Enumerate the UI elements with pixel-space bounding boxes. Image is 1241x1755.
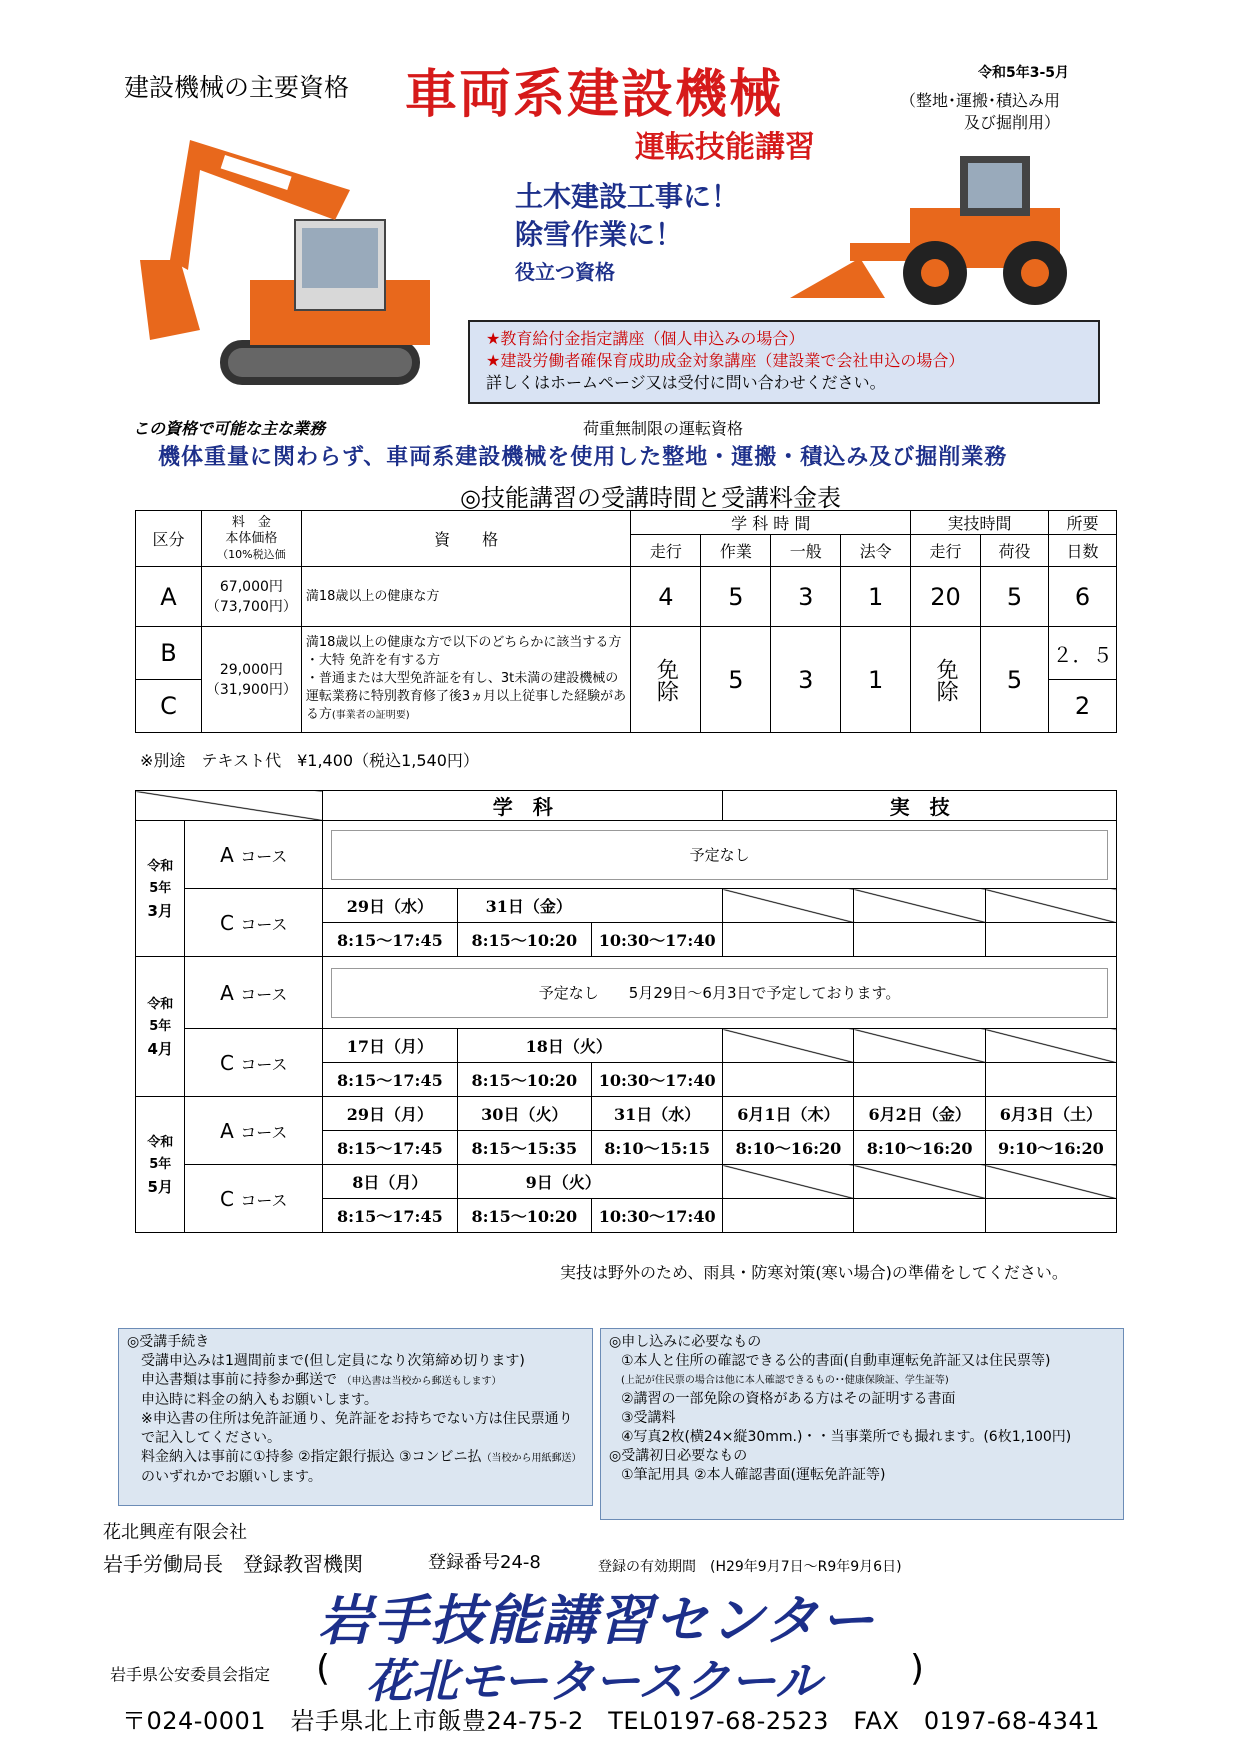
scope xyxy=(880,90,1060,134)
price-a-tax: （73,700円） xyxy=(205,598,297,615)
slogan-line-2: 除雪作業に！ xyxy=(515,218,684,251)
hours: 20 xyxy=(911,567,981,627)
header-days-2: 日数 xyxy=(1048,535,1116,567)
date: 18日（火） xyxy=(457,1029,723,1063)
date: 9日（火） xyxy=(457,1165,723,1199)
date: 31日（水） xyxy=(592,1097,723,1131)
jobs-heading: この資格で可能な主な業務 xyxy=(133,419,326,438)
header-practice: 実 技 xyxy=(723,791,1117,821)
date: 8日（月） xyxy=(323,1165,457,1199)
exempt: 免除 xyxy=(631,627,701,733)
date: 30日（火） xyxy=(457,1097,591,1131)
procedure-line: 受講申込みは1週間前まで(但し定員になり次第締め切ります) xyxy=(141,1353,525,1369)
header-fee-2: 本体価格 xyxy=(225,530,278,546)
registry-number: 登録番号24-8 xyxy=(428,1552,541,1573)
course-a: A コース xyxy=(185,1097,323,1165)
address: 〒024-0001 岩手県北上市飯豊24-75-2 TEL0197-68-2523 FAX 0197-68-4341 xyxy=(122,1707,1100,1735)
empty-slot xyxy=(854,1029,985,1063)
header-fee xyxy=(201,511,301,567)
course-c: C コース xyxy=(185,1029,323,1097)
hours: 5 xyxy=(981,627,1049,733)
hours: 3 xyxy=(771,567,841,627)
paren-open: ( xyxy=(316,1648,331,1689)
empty-slot xyxy=(723,1029,854,1063)
time: 8:15～15:35 xyxy=(457,1131,591,1165)
price-bc xyxy=(201,627,301,733)
header-practice: 実技時間 xyxy=(911,511,1049,535)
registry-validity: 登録の有効期間 (H29年9月7日～R9年9月6日) xyxy=(598,1559,902,1575)
exempt: 免除 xyxy=(911,627,981,733)
hours: 5 xyxy=(701,627,771,733)
time: 8:15～10:20 xyxy=(457,1199,591,1233)
qual-bc xyxy=(301,627,631,733)
class-a: A xyxy=(136,567,202,627)
jobs-body: 機体重量に関わらず、車両系建設機械を使用した整地・運搬・積込み及び掘削業務 xyxy=(158,445,1008,470)
main-title: 車両系建設機械 xyxy=(405,65,784,125)
requirements-line: ②講習の一部免除の資格がある方はその証明する書面 xyxy=(621,1391,956,1407)
price-a xyxy=(201,567,301,627)
slogan-sub: 役立つ資格 xyxy=(515,260,615,284)
time: 8:10～16:20 xyxy=(854,1131,985,1165)
month-mar: 令和 5年 3月 xyxy=(136,821,185,957)
empty-slot xyxy=(985,1063,1116,1097)
corner-cell xyxy=(136,791,323,821)
notice-line-1: ★教育給付金指定講座（個人申込みの場合） xyxy=(486,329,805,348)
empty-slot xyxy=(723,1165,854,1199)
empty-slot xyxy=(723,1199,854,1233)
days-a: 6 xyxy=(1048,567,1116,627)
registry: 岩手労働局長 登録教習機関 xyxy=(103,1552,363,1576)
hours: 1 xyxy=(841,567,911,627)
paren-close: ) xyxy=(910,1648,925,1689)
scope-line-2: 及び掘削用） xyxy=(963,113,1060,132)
mar-a-none: 予定なし xyxy=(323,821,1117,889)
sub-header: 荷役 xyxy=(981,535,1049,567)
hours: 5 xyxy=(981,567,1049,627)
hours: 4 xyxy=(631,567,701,627)
time: 8:15～17:45 xyxy=(323,1131,457,1165)
empty-slot xyxy=(723,889,854,923)
header-qualification: 資 格 xyxy=(301,511,631,567)
apr-a-none: 予定なし 5月29日～6月3日で予定しております。 xyxy=(323,957,1117,1029)
jobs-unlimited: 荷重無制限の運転資格 xyxy=(583,419,744,438)
requirements-line: (上記が住民票の場合は他に本人確認できるもの･･健康保険証、学生証等) xyxy=(621,1375,949,1386)
empty-slot xyxy=(854,1165,985,1199)
price-bc-tax: （31,900円） xyxy=(205,681,297,698)
date: 29日（水） xyxy=(323,889,457,923)
procedure-line: ※申込書の住所は免許証通り、免許証をお持ちでない方は住民票通りで記入してください。 xyxy=(141,1411,573,1446)
procedure-line: 料金納入は事前に①持参 ②指定銀行振込 ③コンビニ払（当校から用紙郵送） xyxy=(141,1449,582,1465)
date: 17日（月） xyxy=(323,1029,457,1063)
time: 8:15～17:45 xyxy=(323,1199,457,1233)
date: 6月1日（木） xyxy=(723,1097,854,1131)
excavator-image xyxy=(130,110,460,395)
header-lecture: 学 科 xyxy=(323,791,723,821)
hours: 1 xyxy=(841,627,911,733)
slogan-line-1: 土木建設工事に！ xyxy=(515,180,740,213)
notice-line-3: 詳しくはホームページ又は受付に問い合わせください。 xyxy=(486,373,886,392)
procedure-line: のいずれかでお願いします。 xyxy=(141,1469,322,1485)
empty-slot xyxy=(985,889,1116,923)
qual-bc-1: 満18歳以上の健康な方で以下のどちらかに該当する方 xyxy=(305,635,622,650)
requirements-line: ①本人と住所の確認できる公的書面(自動車運転免許証又は住民票等) xyxy=(621,1353,1051,1369)
notice-box xyxy=(468,320,1100,404)
empty-slot xyxy=(985,923,1116,957)
date: 6月2日（金） xyxy=(854,1097,985,1131)
time: 8:10～15:15 xyxy=(592,1131,723,1165)
time: 8:10～16:20 xyxy=(723,1131,854,1165)
empty-slot xyxy=(985,1165,1116,1199)
empty-slot xyxy=(854,889,985,923)
hours: 5 xyxy=(701,567,771,627)
time: 8:15～17:45 xyxy=(323,1063,457,1097)
course-c: C コース xyxy=(185,1165,323,1233)
time: 8:15～10:20 xyxy=(457,1063,591,1097)
empty-slot xyxy=(723,1063,854,1097)
price-a-base: 67,000円 xyxy=(219,578,283,595)
class-c: C xyxy=(136,680,202,733)
fee-table-title: ◎技能講習の受講時間と受講料金表 xyxy=(460,484,841,512)
requirements-line: ④写真2枚(横24×縦30mm.)・・当事業所でも撮れます。(6枚1,100円) xyxy=(621,1429,1072,1445)
qual-bc-2: ・大特 免許を有する方 xyxy=(305,653,440,668)
month-may: 令和 5年 5月 xyxy=(136,1097,185,1233)
procedure-box xyxy=(118,1328,593,1506)
time: 8:15～10:20 xyxy=(457,923,591,957)
qual-bc-3: ・普通または大型免許証を有し、3t未満の建設機械の運転業務に特別教育修了後3ヵ月以上従事した経験がある方(事業者の証明要) xyxy=(305,671,627,722)
header-lecture: 学 科 時 間 xyxy=(631,511,911,535)
course-a: A コース xyxy=(185,957,323,1029)
course-c: C コース xyxy=(185,889,323,957)
notice-line-2: ★建設労働者確保育成助成金対象講座（建設業で会社申込の場合） xyxy=(486,351,965,370)
sub-header: 法令 xyxy=(841,535,911,567)
month-apr: 令和 5年 4月 xyxy=(136,957,185,1097)
sub-header: 作業 xyxy=(701,535,771,567)
header-fee-1: 料 金 xyxy=(231,514,271,530)
school-name: 花北モータースクール xyxy=(366,1654,821,1708)
time: 9:10～16:20 xyxy=(985,1131,1116,1165)
requirements-box xyxy=(600,1328,1124,1520)
procedure-title: ◎受講手続き xyxy=(127,1334,210,1350)
scope-line-1: （整地･運搬･積込み用 xyxy=(899,91,1060,110)
class-b: B xyxy=(136,627,202,680)
fee-table xyxy=(135,510,1117,733)
procedure-line: 申込書類は事前に持参か郵送で （申込書は当校から郵送もします） xyxy=(141,1372,502,1388)
kouan-designation: 岩手県公安委員会指定 xyxy=(110,1665,271,1684)
date: 29日（月） xyxy=(323,1097,457,1131)
wheel-loader-image xyxy=(790,148,1090,308)
empty-slot xyxy=(723,923,854,957)
empty-slot xyxy=(854,1199,985,1233)
time: 10:30～17:40 xyxy=(592,1199,723,1233)
course-a: A コース xyxy=(185,821,323,889)
days-b: ２．５ xyxy=(1048,627,1116,680)
qual-a: 満18歳以上の健康な方 xyxy=(301,567,631,627)
header-fee-3: （10%税込価 xyxy=(217,547,286,561)
days-c: 2 xyxy=(1048,680,1116,733)
time: 10:30～17:40 xyxy=(592,1063,723,1097)
schedule-table xyxy=(135,790,1117,1233)
rain-note: 実技は野外のため、雨具・防寒対策(寒い場合)の準備をしてください。 xyxy=(560,1263,1068,1282)
empty-slot xyxy=(985,1199,1116,1233)
hours: 3 xyxy=(771,627,841,733)
procedure-line: 申込時に料金の納入もお願いします。 xyxy=(141,1392,378,1408)
date: 6月3日（土） xyxy=(985,1097,1116,1131)
center-name: 岩手技能講習センター xyxy=(318,1589,876,1652)
sub-header: 走行 xyxy=(631,535,701,567)
empty-slot xyxy=(854,1063,985,1097)
requirements-line: ◎受講初日必要なもの xyxy=(609,1448,748,1464)
header-days-1: 所要 xyxy=(1048,511,1116,535)
requirements-title: ◎申し込みに必要なもの xyxy=(609,1334,762,1350)
time: 8:15～17:45 xyxy=(323,923,457,957)
requirements-line: ③受講料 xyxy=(621,1410,676,1426)
slogan xyxy=(515,178,739,254)
empty-slot xyxy=(985,1029,1116,1063)
price-bc-base: 29,000円 xyxy=(219,661,283,678)
text-fee-note: ※別途 テキスト代 ¥1,400（税込1,540円） xyxy=(140,751,479,770)
empty-slot xyxy=(854,923,985,957)
time: 10:30～17:40 xyxy=(592,923,723,957)
header-class: 区分 xyxy=(136,511,202,567)
sub-title: 運転技能講習 xyxy=(635,130,815,165)
requirements-line: ①筆記用具 ②本人確認書面(運転免許証等) xyxy=(621,1467,886,1483)
period: 令和5年3-5月 xyxy=(978,65,1070,81)
small-title: 建設機械の主要資格 xyxy=(124,73,350,102)
sub-header: 一般 xyxy=(771,535,841,567)
sub-header: 走行 xyxy=(911,535,981,567)
date: 31日（金） xyxy=(457,889,723,923)
company-name: 花北興産有限会社 xyxy=(103,1522,247,1543)
